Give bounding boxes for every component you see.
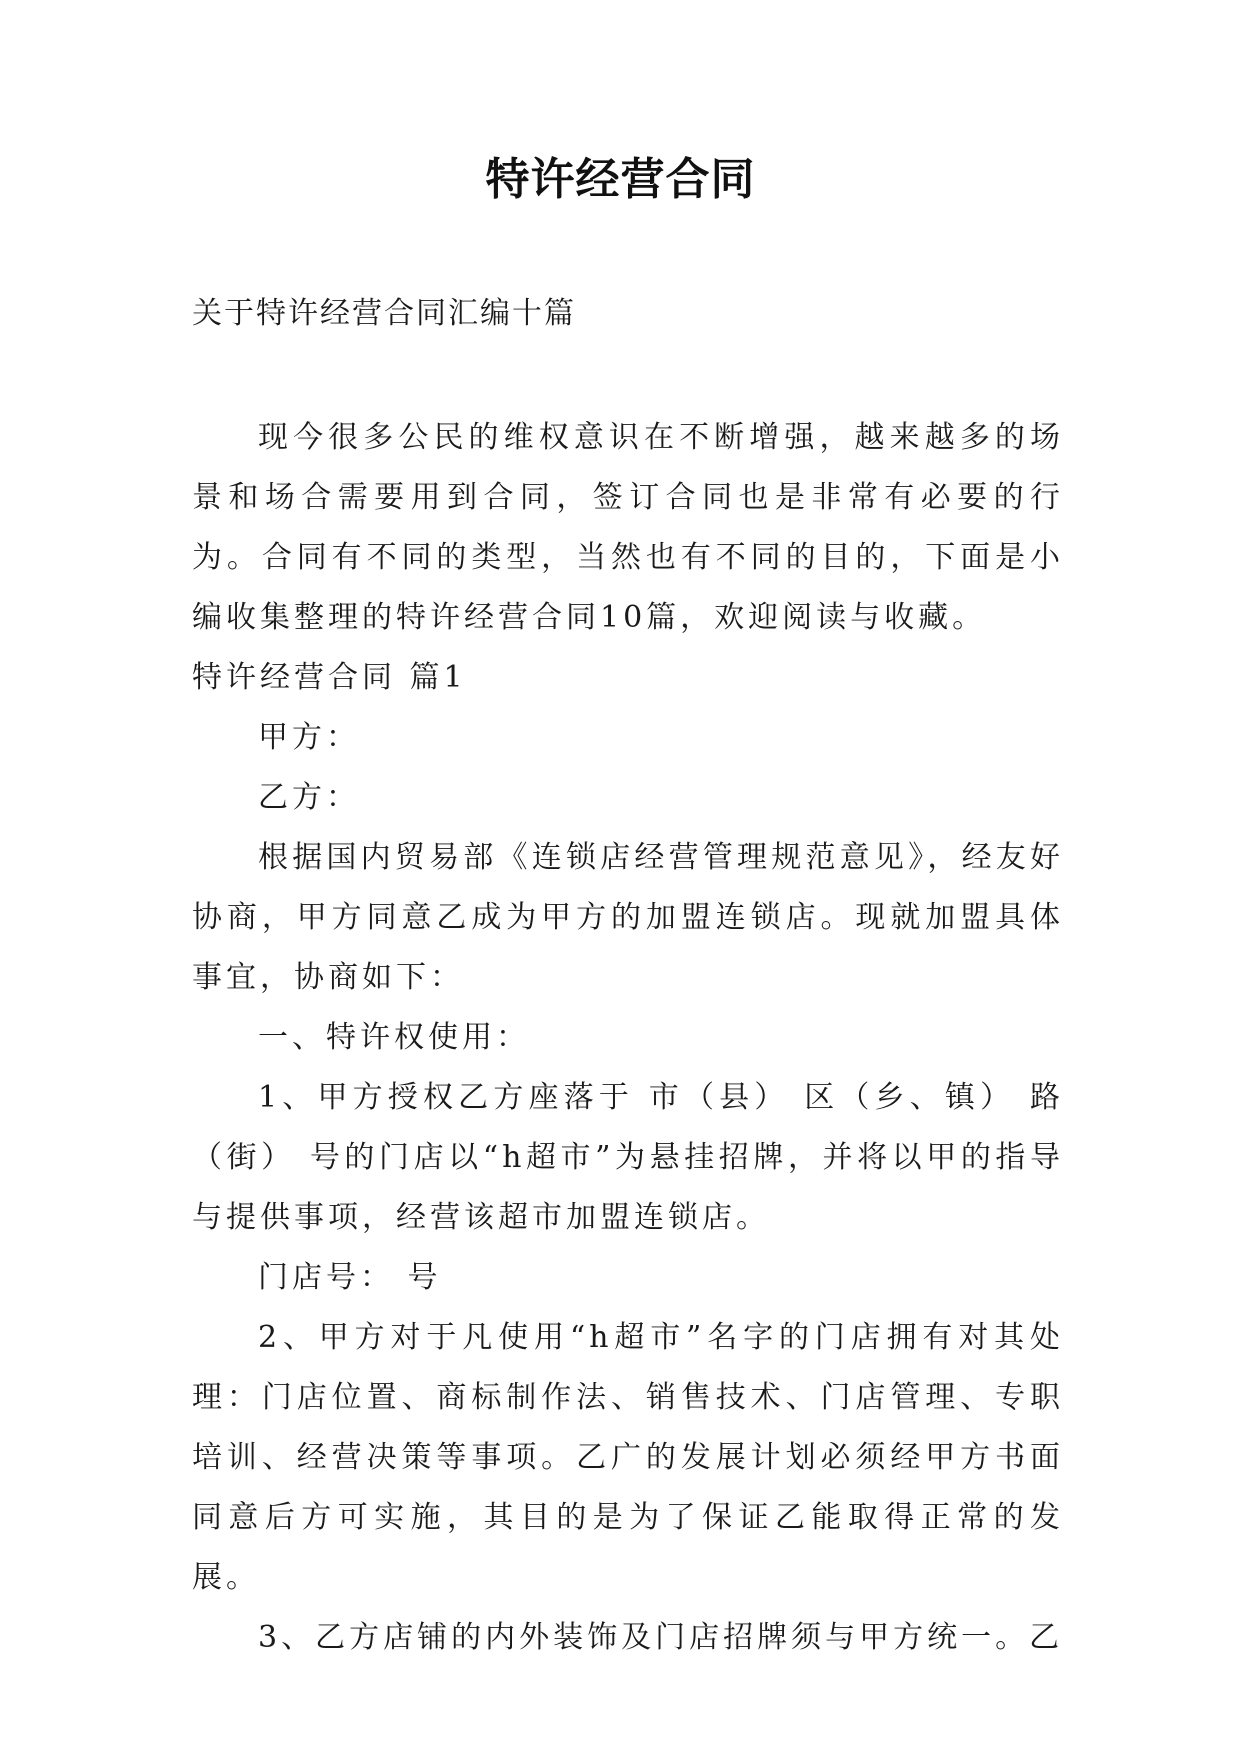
document-body: [192, 408, 1064, 1668]
clause-2: 2、甲方对于凡使用“h超市”名字的门店拥有对其处理：门店位置、商标制作法、销售技术、门店管理、专职培训、经营决策等事项。乙广的发展计划必须经甲方书面同意后方可实施，其目的是为了保证乙能取得正常的发展。: [192, 1320, 1064, 1595]
party-b-line: 乙方：: [258, 780, 360, 815]
store-number-line: 门店号： 号: [258, 1260, 442, 1295]
clause-3: 3、乙方店铺的内外装饰及门店招牌须与甲方统一。乙: [258, 1620, 1064, 1655]
party-a-line: 甲方：: [258, 720, 360, 755]
clause-1: 1、甲方授权乙方座落于 市（县） 区（乡、镇） 路（街） 号的门店以“h超市”为悬挂招牌，并将以甲的指导与提供事项，经营该超市加盟连锁店。: [192, 1080, 1064, 1235]
paragraph-intro: 现今很多公民的维权意识在不断增强，越来越多的场景和场合需要用到合同，签订合同也是非常有必要的行为。合同有不同的类型，当然也有不同的目的，下面是小编收集整理的特许经营合同10篇，欢迎阅读与收藏。: [192, 420, 1064, 635]
document-title: 特许经营合同: [485, 154, 756, 205]
section-heading: 特许经营合同 篇1: [192, 660, 467, 695]
document-subtitle: 关于特许经营合同汇编十篇: [192, 296, 576, 331]
paragraph-basis: 根据国内贸易部《连锁店经营管理规范意见》，经友好协商，甲方同意乙成为甲方的加盟连锁店。现就加盟具体事宜，协商如下：: [192, 840, 1064, 995]
clause-heading: 一、特许权使用：: [258, 1020, 530, 1055]
